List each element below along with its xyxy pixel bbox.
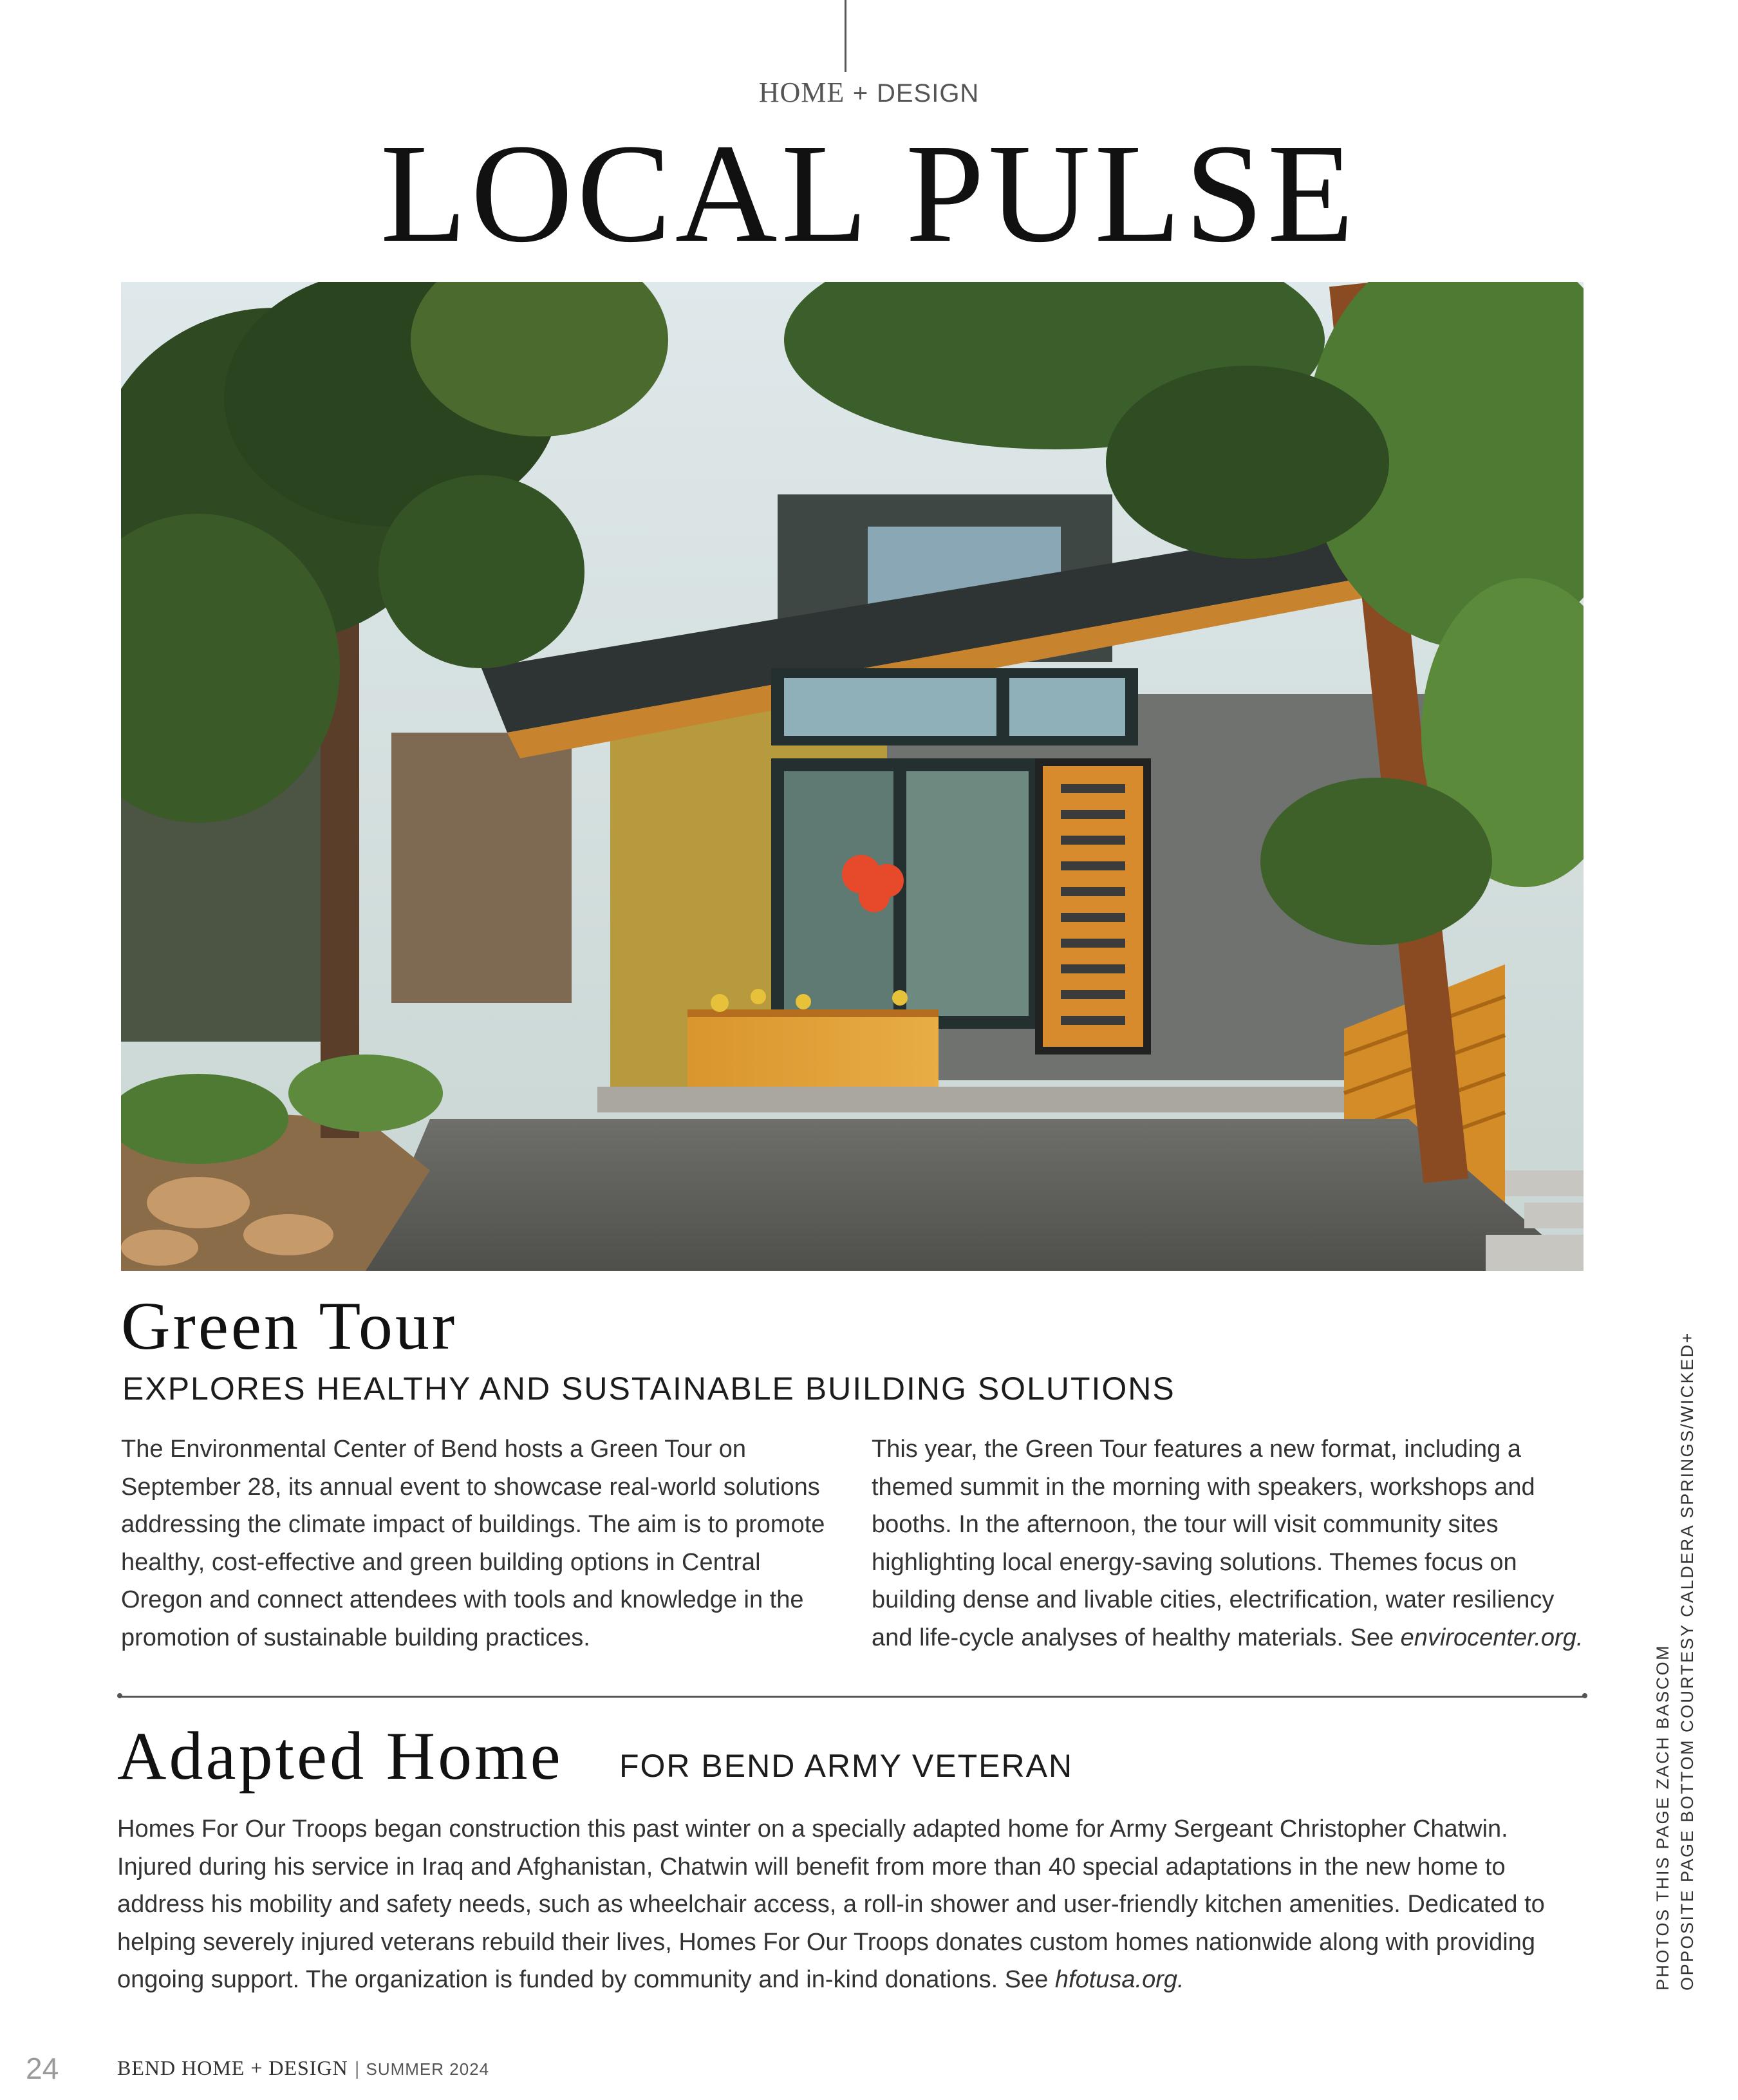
photo-credit-line-2: OPPOSITE PAGE BOTTOM COURTESY CALDERA SPRINGS/WICKED+ xyxy=(1677,1331,1697,1991)
footer-separator: | xyxy=(354,2058,360,2079)
adapted-home-body xyxy=(117,1810,1585,1999)
adapted-home-body-text: Homes For Our Troops began construction this past winter on a specially adapted home for Army Sergeant Christopher Chatwin. Injured during his service in Iraq and Afghanistan, Chatwin will benefit from more than 40 special adaptations in the new home to address his mobility and safety needs, such as wheelchair access, a roll-in shower and user-friendly kitchen amenities. Dedicated to helping severely injured veterans rebuild their lives, Homes For Our Troops donates custom homes nationwide along with providing ongoing support. The organization is funded by community and in-kind donations. See xyxy=(117,1815,1545,1993)
green-tour-subtitle: EXPLORES HEALTHY AND SUSTAINABLE BUILDING SOLUTIONS xyxy=(122,1371,1175,1407)
page-title: LOCAL PULSE xyxy=(380,115,1358,272)
photo-credit-line-1: PHOTOS THIS PAGE ZACH BASCOM xyxy=(1653,1644,1672,1991)
page-number: 24 xyxy=(26,2052,59,2085)
green-tour-column-2-text: This year, the Green Tour features a new format, including a themed summit in the morning with speakers, workshops and booths. In the afternoon, the tour will visit community sites highlighting local energy-saving solutions. Themes focus on building dense and livable cities, electrification, water resiliency and life-cycle analyses of healthy materials. See xyxy=(872,1436,1555,1651)
section-label-plus: + xyxy=(852,79,869,108)
adapted-home-subtitle: FOR BEND ARMY VETERAN xyxy=(619,1748,1074,1784)
green-tour-title: Green Tour xyxy=(121,1288,458,1364)
section-label xyxy=(0,76,1738,109)
top-rule xyxy=(845,0,846,72)
envirocenter-link[interactable]: envirocenter.org. xyxy=(1400,1624,1584,1651)
section-label-design: DESIGN xyxy=(876,79,980,108)
section-label-home: HOME xyxy=(758,77,845,108)
footer-issue: SUMMER 2024 xyxy=(366,2059,490,2079)
green-tour-column-1: The Environmental Center of Bend hosts a Green Tour on September 28, its annual event to showcase real-world solutions addressing the climate impact of buildings. The aim is to promote healthy, cost-effective and green building options in Central Oregon and connect attendees with tools and knowledge in the promotion of sustainable building practices. xyxy=(121,1436,825,1651)
footer-publication xyxy=(117,2056,489,2080)
hfotusa-link[interactable]: hfotusa.org. xyxy=(1054,1966,1184,1993)
house-photo-illustration xyxy=(121,282,1584,1271)
photo-credits xyxy=(1650,1331,1699,1991)
divider-dot-right xyxy=(1582,1693,1587,1698)
footer-magazine-name: BEND HOME + DESIGN xyxy=(117,2056,348,2079)
hero-photo xyxy=(121,282,1584,1271)
green-tour-column-2 xyxy=(872,1430,1593,1656)
section-divider xyxy=(121,1696,1584,1698)
adapted-home-title: Adapted Home xyxy=(117,1718,563,1794)
